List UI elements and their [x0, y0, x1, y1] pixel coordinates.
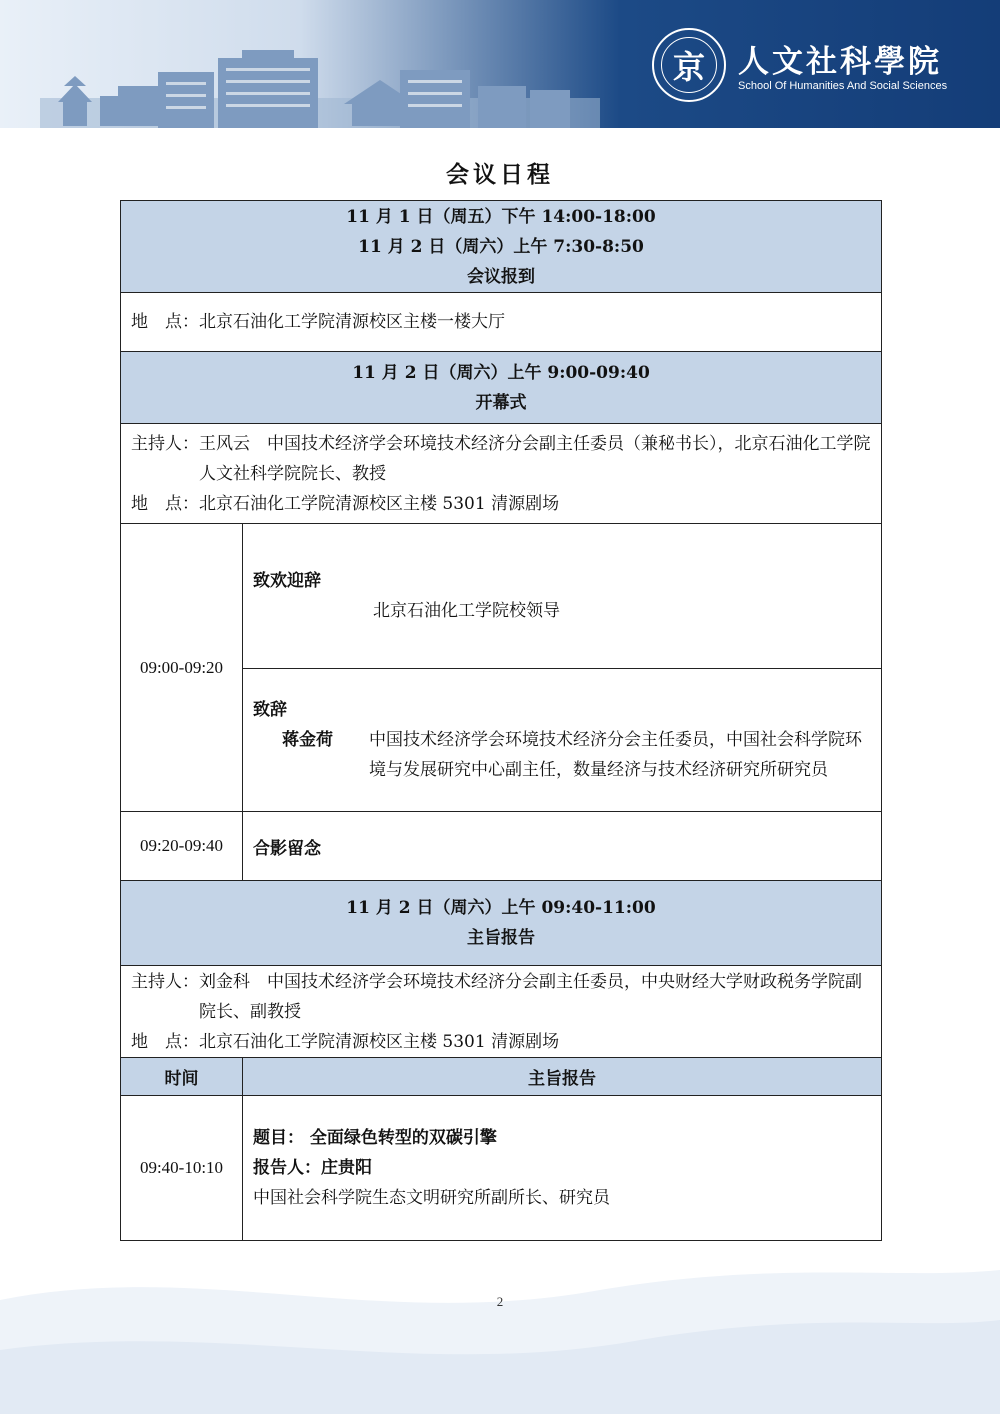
host-value: 王风云 中国技术经济学会环境技术经济分会副主任委员（兼秘书长），北京石油化工学院人文社科学院院长、教授: [199, 433, 871, 484]
opening-header-row: [121, 352, 882, 424]
column-header-time: 时间: [121, 1058, 243, 1096]
speech-speaker-name: 蒋金荷: [282, 730, 333, 750]
venue-label: 地 点：: [131, 312, 199, 332]
talk-time: 09:40-10:10: [121, 1096, 243, 1241]
keynote-date: 11 月 2 日（周六）上午 09:40-11:00: [346, 898, 656, 918]
speech-title: 致辞: [253, 700, 287, 720]
registration-date-1: 11 月 1 日（周五）下午 14:00-18:00: [346, 206, 656, 227]
opening-title: 开幕式: [475, 392, 527, 413]
keynote-band: [121, 881, 882, 966]
school-name-cn: 人文社科學院: [738, 44, 942, 80]
keynote-info-row: [121, 966, 882, 1058]
column-header-report: 主旨报告: [243, 1058, 882, 1096]
keynote-title: 主旨报告: [467, 928, 535, 948]
venue-value: 北京石油化工学院清源校区主楼 5301 清源剧场: [199, 493, 560, 514]
talk-row: [121, 1096, 882, 1241]
footer-wave-decoration: [0, 1240, 1000, 1414]
opening-band: [121, 352, 882, 424]
opening-date: 11 月 2 日（周六）上午 9:00-09:40: [352, 362, 650, 383]
photo-row: [121, 812, 882, 881]
registration-band: [121, 201, 882, 293]
venue-value: 北京石油化工学院清源校区主楼 5301 清源剧场: [199, 1031, 560, 1052]
venue-label: 地 点：: [131, 1031, 199, 1052]
welcome-speaker: 北京石油化工学院校领导: [373, 601, 560, 621]
photo-session: 合影留念: [243, 812, 882, 881]
talk-affiliation: 中国社会科学院生态文明研究所副所长、研究员: [253, 1188, 610, 1208]
registration-title: 会议报到: [467, 266, 535, 287]
registration-date-2: 11 月 2 日（周六）上午 7:30-8:50: [358, 236, 644, 257]
speech-cell: [243, 669, 882, 812]
slot-time: 09:20-09:40: [121, 812, 243, 881]
slot-time: 09:00-09:20: [121, 524, 243, 812]
venue-value: 北京石油化工学院清源校区主楼一楼大厅: [199, 312, 505, 332]
page-number: 2: [496, 1294, 504, 1309]
host-label: 主持人：: [131, 433, 199, 454]
opening-info-row: [121, 424, 882, 524]
talk-cell: [243, 1096, 882, 1241]
venue-label: 地 点：: [131, 493, 199, 514]
seal-glyph: 京: [661, 37, 717, 93]
welcome-cell: [243, 524, 882, 669]
keynote-header-row: [121, 881, 882, 966]
schedule-table: [120, 200, 882, 1241]
keynote-column-header-row: [121, 1058, 882, 1096]
welcome-row: [121, 524, 882, 669]
speech-speaker-desc: 中国技术经济学会环境技术经济分会主任委员，中国社会科学院环境与发展研究中心副主任，数量经济与技术经济研究所研究员: [369, 730, 862, 780]
registration-venue: [121, 293, 882, 352]
page-title: 会议日程: [446, 161, 554, 188]
opening-info: [121, 424, 882, 524]
registration-venue-row: [121, 293, 882, 352]
keynote-info: [121, 966, 882, 1058]
registration-header-row: [121, 201, 882, 293]
header-banner: [0, 0, 1000, 128]
talk-title: 题目： 全面绿色转型的双碳引擎: [253, 1128, 497, 1148]
host-value: 刘金科 中国技术经济学会环境技术经济分会副主任委员，中央财经大学财政税务学院副院长、副教授: [199, 971, 862, 1022]
host-label: 主持人：: [131, 971, 199, 992]
campus-skyline-illustration: [0, 0, 640, 128]
school-name-en: School Of Humanities And Social Sciences: [738, 80, 948, 92]
school-seal-logo: [652, 28, 726, 102]
welcome-title: 致欢迎辞: [253, 571, 321, 591]
talk-speaker: 报告人：庄贵阳: [253, 1158, 372, 1178]
